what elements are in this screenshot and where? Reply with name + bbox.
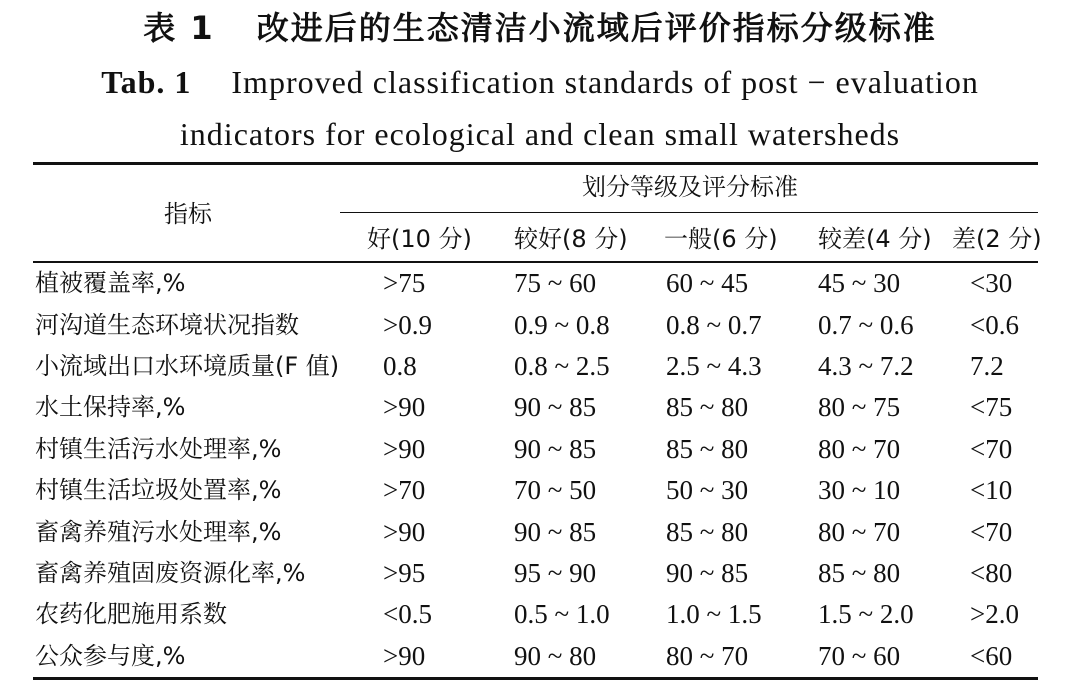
table-top-rule <box>33 162 1038 165</box>
table-row-livestock-sewage-rate <box>33 511 1038 552</box>
value-poor: 4.3 ~ 7.2 <box>818 350 914 381</box>
value-average: 90 ~ 85 <box>666 557 749 588</box>
level-header-bad: 差(2 分) <box>952 225 1042 253</box>
value-average: 50 ~ 30 <box>666 475 749 506</box>
value-excellent: >70 <box>383 475 426 506</box>
value-excellent: >90 <box>383 640 426 671</box>
value-good: 90 ~ 85 <box>514 516 597 547</box>
value-excellent: 0.8 <box>383 350 417 381</box>
value-bad: <30 <box>970 268 1013 299</box>
indicator-name: 村镇生活污水处理率,% <box>35 434 282 463</box>
value-bad: <80 <box>970 557 1013 588</box>
value-poor: 0.7 ~ 0.6 <box>818 309 914 340</box>
caption-cn-label: 表 1 <box>143 9 215 47</box>
table-row-pesticide-fertilizer-coefficient <box>33 594 1038 635</box>
value-average: 85 ~ 80 <box>666 516 749 547</box>
grade-group-header: 划分等级及评分标准 <box>582 173 798 201</box>
table-caption-en <box>0 56 1080 160</box>
table-row-village-sewage-rate <box>33 429 1038 470</box>
value-poor: 70 ~ 60 <box>818 640 901 671</box>
table-row-public-participation <box>33 636 1038 677</box>
indicator-name: 植被覆盖率,% <box>35 269 186 298</box>
value-average: 2.5 ~ 4.3 <box>666 350 762 381</box>
value-bad: <10 <box>970 475 1013 506</box>
value-poor: 85 ~ 80 <box>818 557 901 588</box>
table-row-soil-conservation-rate <box>33 387 1038 428</box>
value-good: 70 ~ 50 <box>514 475 597 506</box>
value-bad: <70 <box>970 516 1013 547</box>
table-row-channel-ecology-index <box>33 304 1038 345</box>
caption-en-label: Tab. 1 <box>101 64 192 100</box>
caption-en-title-line2: indicators for ecological and clean small watersheds <box>179 116 901 152</box>
caption-en-line1 <box>0 56 1080 108</box>
indicator-column-header: 指标 <box>164 200 212 228</box>
value-average: 60 ~ 45 <box>666 268 749 299</box>
level-header-excellent: 好(10 分) <box>367 225 472 253</box>
value-excellent: >95 <box>383 557 426 588</box>
value-poor: 80 ~ 70 <box>818 433 901 464</box>
indicator-name: 村镇生活垃圾处置率,% <box>35 476 282 505</box>
table-row-outlet-water-quality <box>33 346 1038 387</box>
indicator-name: 公众参与度,% <box>35 641 186 670</box>
value-excellent: >75 <box>383 268 426 299</box>
value-bad: <0.6 <box>970 309 1019 340</box>
level-header-average: 一般(6 分) <box>664 225 778 253</box>
value-excellent: >0.9 <box>383 309 432 340</box>
indicator-name: 农药化肥施用系数 <box>35 600 227 629</box>
value-bad: <75 <box>970 392 1013 423</box>
value-good: 0.9 ~ 0.8 <box>514 309 610 340</box>
level-header-poor: 较差(4 分) <box>818 225 932 253</box>
value-good: 75 ~ 60 <box>514 268 597 299</box>
value-average: 85 ~ 80 <box>666 392 749 423</box>
value-good: 0.5 ~ 1.0 <box>514 599 610 630</box>
indicator-name: 畜禽养殖污水处理率,% <box>35 517 282 546</box>
table-row-vegetation-coverage <box>33 263 1038 304</box>
value-average: 85 ~ 80 <box>666 433 749 464</box>
value-excellent: <0.5 <box>383 599 432 630</box>
value-poor: 80 ~ 75 <box>818 392 901 423</box>
indicator-name: 水土保持率,% <box>35 393 186 422</box>
value-good: 0.8 ~ 2.5 <box>514 350 610 381</box>
value-excellent: >90 <box>383 392 426 423</box>
value-good: 90 ~ 85 <box>514 392 597 423</box>
value-average: 0.8 ~ 0.7 <box>666 309 762 340</box>
value-poor: 1.5 ~ 2.0 <box>818 599 914 630</box>
value-excellent: >90 <box>383 516 426 547</box>
value-average: 80 ~ 70 <box>666 640 749 671</box>
value-poor: 45 ~ 30 <box>818 268 901 299</box>
indicator-name: 畜禽养殖固废资源化率,% <box>35 558 306 587</box>
value-good: 90 ~ 80 <box>514 640 597 671</box>
value-average: 1.0 ~ 1.5 <box>666 599 762 630</box>
value-bad: <60 <box>970 640 1013 671</box>
value-poor: 80 ~ 70 <box>818 516 901 547</box>
value-good: 95 ~ 90 <box>514 557 597 588</box>
group-header-rule <box>340 212 1038 213</box>
level-header-good: 较好(8 分) <box>514 225 628 253</box>
caption-cn-title: 改进后的生态清洁小流域后评价指标分级标准 <box>256 9 937 47</box>
caption-en-title-line1: Improved classification standards of post − evaluation <box>231 64 979 100</box>
table-bottom-rule <box>33 677 1038 680</box>
value-bad: <70 <box>970 433 1013 464</box>
value-bad: >2.0 <box>970 599 1019 630</box>
value-bad: 7.2 <box>970 350 1004 381</box>
table-row-livestock-waste-reuse-rate <box>33 553 1038 594</box>
table-caption-cn <box>0 6 1080 50</box>
indicator-table <box>33 263 1038 677</box>
indicator-table-body <box>33 263 1038 677</box>
value-excellent: >90 <box>383 433 426 464</box>
indicator-name: 小流域出口水环境质量(F 值) <box>35 351 340 380</box>
table-row-village-waste-rate <box>33 470 1038 511</box>
indicator-name: 河沟道生态环境状况指数 <box>35 310 299 339</box>
value-good: 90 ~ 85 <box>514 433 597 464</box>
value-poor: 30 ~ 10 <box>818 475 901 506</box>
